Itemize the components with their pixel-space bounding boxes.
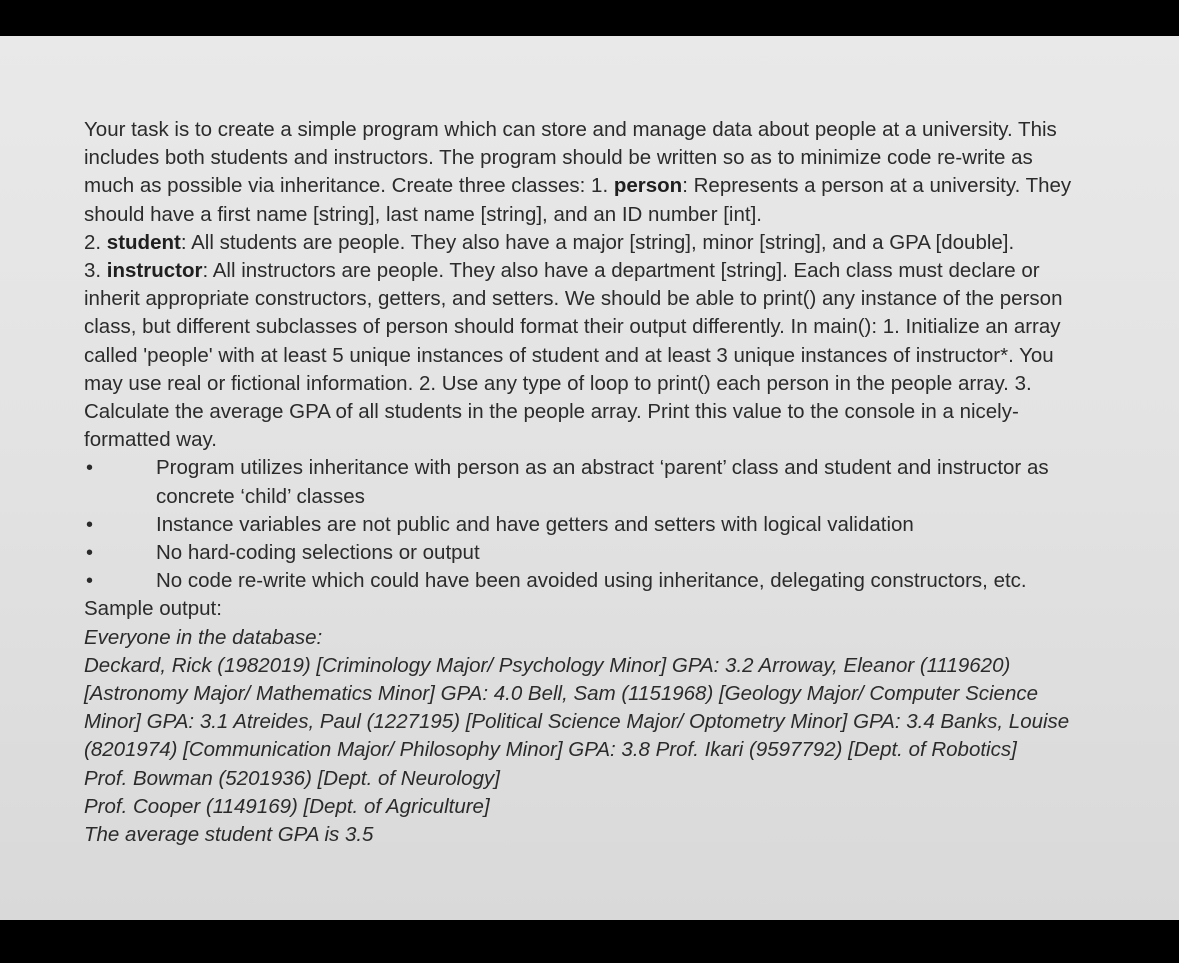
student-item-number: 2. [84,230,107,254]
sample-output-label: Sample output: [84,597,222,621]
person-description: : Represents a person at a university. They should have a first name [string], last name [string], and an ID number [int]. [84,174,1072,226]
bullet-icon: • [86,457,94,480]
requirement-text: Instance variables are not public and have getters and setters with logical validation [156,512,914,536]
bottom-frame [0,920,1179,963]
person-class-term: person [613,174,683,198]
instructor-item-number: 3. [84,259,107,283]
bullet-icon: • [86,542,94,565]
bullet-icon: • [86,513,94,536]
assignment-document [84,116,1084,849]
requirements-list [84,454,1084,595]
instructor-class-term: instructor [106,259,203,283]
sample-output-header: Everyone in the database: [84,625,323,649]
requirement-text: No hard-coding selections or output [156,541,480,565]
requirement-text: Program utilizes inheritance with person as an abstract ‘parent’ class and student and instructor as concrete ‘child’ classes [156,456,1049,508]
sample-output-average: The average student GPA is 3.5 [84,823,374,847]
requirement-text: No code re-write which could have been avoided using inheritance, delegating constructors, etc. [156,569,1027,593]
sample-output-line: Prof. Bowman (5201936) [Dept. of Neurology] [84,766,500,790]
list-item [84,539,1084,567]
document-photo [0,36,1179,920]
student-description: : All students are people. They also have a major [string], minor [string], and a GPA [double]. [180,230,1015,254]
sample-output-block: Deckard, Rick (1982019) [Criminology Major/ Psychology Minor] GPA: 3.2 Arroway, Eleanor (1119620) [Astronomy Major/ Mathematics Minor] GPA: 4.0 Bell, Sam (1151968) [Geology Major/ Computer Science Minor] GPA: 3.1 Atreides, Paul (1227195) [Political Science Major/ Optometry Minor] GPA: 3.4 Banks, Louise (8201974) [Communication Major/ Philosophy Minor] GPA: 3.8 Prof. Ikari (9597792) [Dept. of Robotics] [84,653,1070,762]
intro-text: Your task is to create a simple program which can store and manage data about people at a university. This includes both students and instructors. The program should be written so as to minimize code re-write as much as possible via inheritance. Create three classes: 1. [84,118,1057,198]
list-item [84,511,1084,539]
instructions-paragraph [84,116,1084,454]
bullet-icon: • [86,570,94,593]
sample-output-line: Prof. Cooper (1149169) [Dept. of Agriculture] [84,794,490,818]
student-class-term: student [106,230,181,254]
list-item [84,567,1084,595]
instructor-description: : All instructors are people. They also have a department [string]. Each class must declare or inherit appropriate constructors, getters, and setters. We should be able to print() any instance of the person class, but different subclasses of person should format their output differently. In main(): 1. Initialize an array called 'people' with at least 5 unique instances of student and at least 3 unique instances of instructor*. You may use real or fictional information. 2. Use any type of loop to print() each person in the people array. 3. Calculate the average GPA of all students in the people array. Print this value to the console in a nicely-formatted way. [84,259,1063,452]
list-item [84,454,1084,510]
